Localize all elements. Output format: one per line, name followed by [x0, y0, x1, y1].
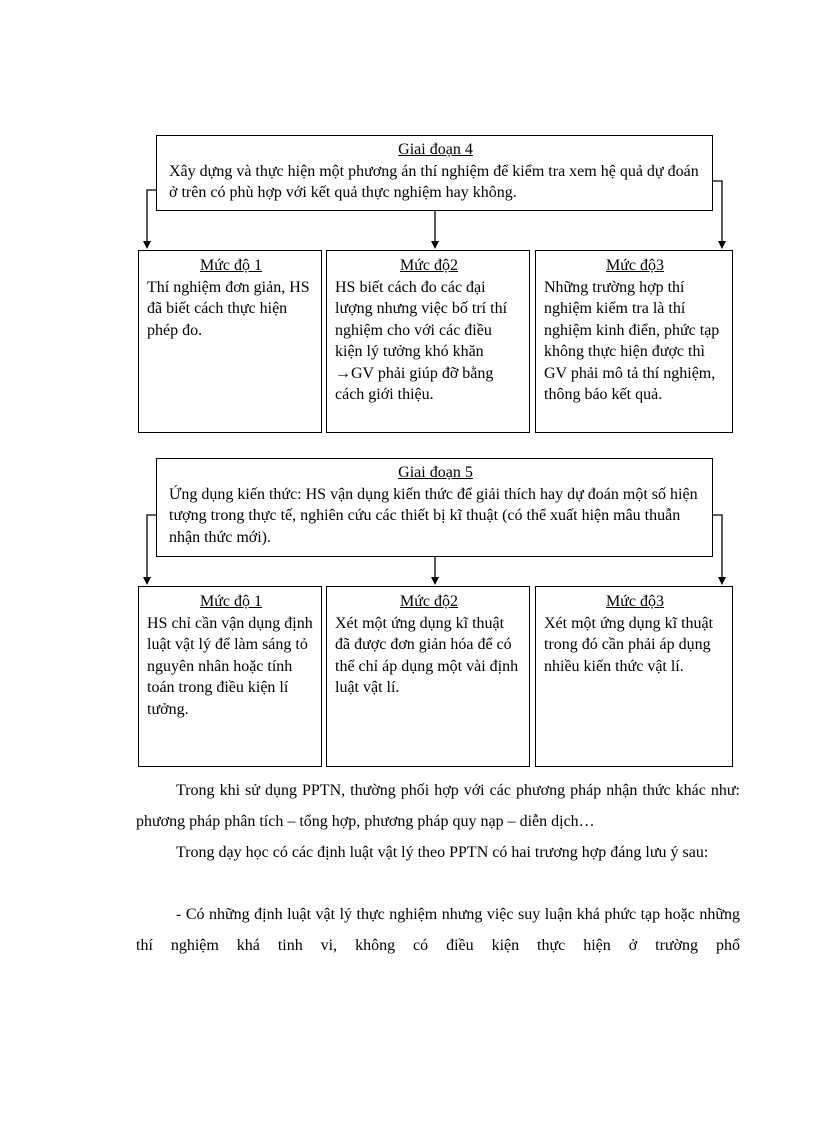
stage5-level2-title: Mức độ2 — [400, 593, 458, 610]
body-paragraph-2: Trong dạy học có các định luật vật lý theo PPTN có hai trương hợp đáng lưu ý sau: — [176, 844, 709, 861]
stage5-level3-text: Xét một ứng dụng kĩ thuật trong đó cần phải áp dụng nhiều kiến thức vật lí. — [544, 614, 714, 675]
stage4-level1-title: Mức độ 1 — [200, 257, 262, 274]
stage5-level2-box — [326, 586, 530, 767]
arrow-left — [147, 190, 156, 248]
stage4-level3-box — [535, 250, 733, 433]
stage5-level3-box — [535, 586, 733, 767]
arrow-right — [713, 181, 722, 248]
stage4-level3-text: Những trường hợp thí nghiệm kiểm tra là thí nghiệm kinh điển, phức tạp không thực hiện được thì GV phải mô tả thí nghiệm, thông báo kết quả. — [544, 278, 720, 403]
stage4-title: Giai đoạn 4 — [398, 141, 473, 158]
stage5-level1-title: Mức độ 1 — [200, 593, 262, 610]
stage4-box — [156, 135, 713, 211]
stage4-level2-box — [326, 250, 530, 433]
stage5-title: Giai đoạn 5 — [398, 464, 473, 481]
stage5-box — [156, 458, 713, 557]
body-paragraph-1: Trong khi sử dụng PPTN, thường phối hợp với các phương pháp nhận thức khác như: phương pháp phân tích – tổng hợp, phương pháp quy nạp – diễn dịch… — [136, 782, 740, 830]
arrow-left — [147, 515, 156, 584]
body-paragraph-3: - Có những định luật vật lý thực nghiệm nhưng việc suy luận khá phức tạp hoặc những thí nghiệm khá tinh vi, không có điều kiện thực hiện ở trường phổ — [136, 906, 740, 954]
stage4-level1-text: Thí nghiệm đơn giản, HS đã biết cách thực hiện phép đo. — [147, 278, 310, 339]
stage5-level3-title: Mức độ3 — [606, 593, 664, 610]
stage5-level1-box — [138, 586, 322, 767]
stage4-text: Xây dựng và thực hiện một phương án thí nghiệm để kiểm tra xem hệ quả dự đoán ở trên có phù hợp với kết quả thực nghiệm hay không. — [169, 162, 699, 201]
stage4-level1-box — [138, 250, 322, 433]
stage4-level2-title: Mức độ2 — [400, 257, 458, 274]
stage5-level1-text: HS chỉ cần vận dụng định luật vật lý để làm sáng tỏ nguyên nhân hoặc tính toán trong điều kiện lí tưởng. — [147, 614, 313, 718]
stage5-text: Ứng dụng kiến thức: HS vận dụng kiến thức để giải thích hay dự đoán một số hiện tượng trong thực tế, nghiên cứu các thiết bị kĩ thuật (có thể xuất hiện mâu thuẫn nhận thức mới). — [169, 485, 698, 546]
arrow-right — [713, 515, 722, 584]
stage5-level2-text: Xét một ứng dụng kĩ thuật đã được đơn giản hóa để có thể chỉ áp dụng một vài định luật vật lí. — [335, 614, 519, 696]
stage4-level3-title: Mức độ3 — [606, 257, 664, 274]
stage4-level2-text: HS biết cách đo các đại lượng nhưng việc bố trí thí nghiệm cho với các điều kiện lý tưởng khó khăn →GV phải giúp đỡ bằng cách giới thiệu. — [335, 278, 508, 403]
